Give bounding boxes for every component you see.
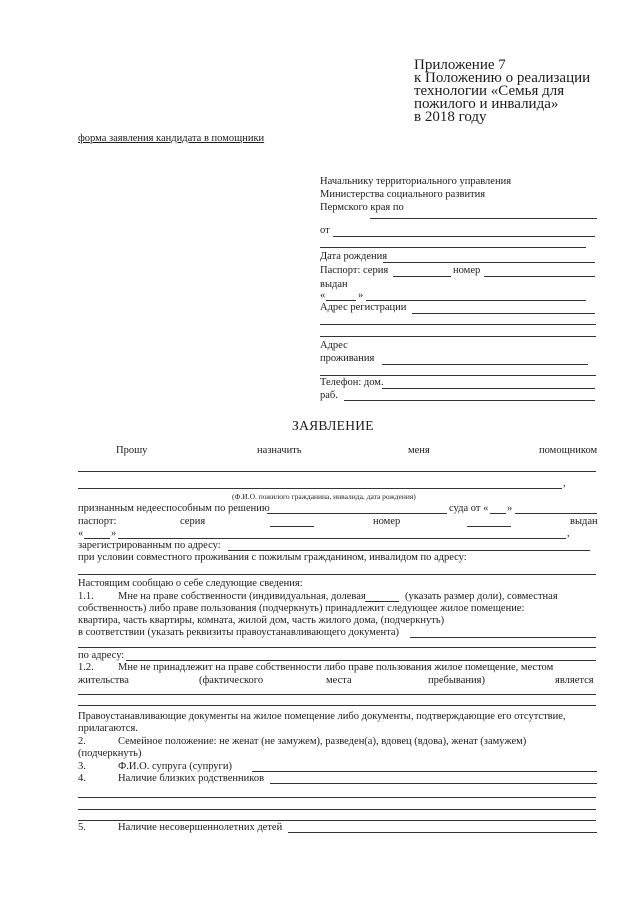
item-text: Наличие близких родственников <box>118 773 265 784</box>
item-text: (фактического <box>199 675 264 686</box>
relatives-field-4[interactable] <box>78 820 596 821</box>
phone-home-label: Телефон: дом. <box>320 377 384 388</box>
birth-date-label: Дата рождения <box>320 251 388 262</box>
cohabit-label: при условии совместного проживания с пожилым гражданином, инвалидом по адресу: <box>78 552 467 563</box>
item-text: (подчеркнуть) <box>78 748 142 759</box>
reg-address-field-2[interactable] <box>320 324 596 325</box>
children-field[interactable] <box>288 832 597 833</box>
passport-series-field[interactable] <box>393 276 451 277</box>
comma: , <box>567 528 570 539</box>
addressee-line: Пермского края по <box>320 202 404 213</box>
issued-day-field[interactable] <box>326 300 356 301</box>
docs-text: прилагаются. <box>78 723 138 734</box>
request-word: назначить <box>257 445 302 456</box>
item-text: Мне на праве собственности (индивидуальная, долевая <box>118 591 366 602</box>
series-label: серия <box>180 516 206 527</box>
relatives-field[interactable] <box>270 783 597 784</box>
item-number: 3. <box>78 761 86 772</box>
ward-name-field[interactable] <box>78 471 596 472</box>
quote-open: « <box>78 528 84 539</box>
residence-place-field-2[interactable] <box>78 705 596 706</box>
item-number: 1.1. <box>78 591 94 602</box>
quote-open: « <box>320 290 326 301</box>
info-intro: Настоящим сообщаю о себе следующие сведения: <box>78 578 303 589</box>
docs-text: Правоустанавливающие документы на жилое помещение либо документы, подтверждающие его отсутствие, <box>78 711 566 722</box>
item-number: 1.2. <box>78 662 94 673</box>
issued-by-field[interactable] <box>366 300 586 301</box>
relatives-field-3[interactable] <box>78 809 596 810</box>
passport-label: паспорт: <box>78 516 117 527</box>
residence-label: Адрес <box>320 340 348 351</box>
reg-address-field-3[interactable] <box>320 336 596 337</box>
ward-name-field-2[interactable] <box>78 488 562 489</box>
title-document-field[interactable] <box>410 637 596 638</box>
phone-work-label: раб. <box>320 390 338 401</box>
request-word: меня <box>408 445 430 456</box>
item-text: места <box>326 675 352 686</box>
appendix-ref-line: пожилого и инвалида» <box>414 96 559 112</box>
form-caption: форма заявления кандидата в помощники <box>78 133 265 144</box>
appendix-number: Приложение 7 <box>414 57 506 73</box>
item-text: пребывания) <box>428 675 485 686</box>
residence-field[interactable] <box>382 364 588 365</box>
quote-close: » <box>111 528 117 539</box>
appendix-ref-line: технологии «Семья для <box>414 83 565 99</box>
item-text: Мне не принадлежит на праве собственности либо праве пользования жилое помещение, местом <box>118 662 554 673</box>
item-text: Семейное положение: не женат (не замужем), разведен(а), вдовец (вдова), женат (замужем) <box>118 736 527 747</box>
appendix-year: в 2018 году <box>414 109 487 125</box>
court-day-field[interactable] <box>490 513 506 514</box>
appendix-ref-line: к Положению о реализации <box>414 70 591 86</box>
request-word: Прошу <box>116 445 148 456</box>
number-field[interactable] <box>467 526 511 527</box>
item-text: квартира, часть квартиры, комната, жилой дом, часть жилого дома, (подчеркнуть) <box>78 615 445 626</box>
passport-number-label: номер <box>453 265 481 276</box>
by-address-field[interactable] <box>126 660 596 661</box>
series-field[interactable] <box>270 526 314 527</box>
territory-field[interactable] <box>370 218 597 219</box>
cohabit-address-field[interactable] <box>78 574 596 575</box>
share-type-field[interactable] <box>365 601 399 602</box>
court-date-field[interactable] <box>515 513 597 514</box>
fio-caption: (Ф.И.О. пожилого гражданина, инвалида, дата рождения) <box>232 492 416 501</box>
phone-home-field[interactable] <box>382 388 595 389</box>
registered-label: зарегистрированным по адресу: <box>78 540 221 551</box>
issue-day-field[interactable] <box>84 538 110 539</box>
number-label: номер <box>373 516 401 527</box>
court-date-label: суда от « <box>449 503 489 514</box>
reg-address-field[interactable] <box>412 313 595 314</box>
from-label: от <box>320 225 330 236</box>
quote-close: » <box>358 290 364 301</box>
comma: , <box>563 478 566 489</box>
recognized-label: признанным недееспособным по решению <box>78 503 270 514</box>
spouse-name-field[interactable] <box>252 771 597 772</box>
residence-place-field[interactable] <box>78 694 596 695</box>
item-number: 4. <box>78 773 86 784</box>
passport-series-label: Паспорт: серия <box>320 265 389 276</box>
addressee-line: Начальнику территориального управления <box>320 176 512 187</box>
item-text: Ф.И.О. супруга (супруги) <box>118 761 232 772</box>
reg-address-label: Адрес регистрации <box>320 302 407 313</box>
issued-label: выдан <box>570 516 598 527</box>
issued-by-field[interactable] <box>118 538 566 539</box>
item-number: 5. <box>78 822 86 833</box>
document-title: ЗАЯВЛЕНИЕ <box>292 418 374 433</box>
title-document-field-2[interactable] <box>78 647 596 648</box>
addressee-line: Министерства социального развития <box>320 189 486 200</box>
item-number: 2. <box>78 736 86 747</box>
item-text: (указать размер доли), совместная <box>405 591 558 602</box>
item-text: Наличие несовершеннолетних детей <box>118 822 283 833</box>
from-name-field[interactable] <box>333 236 595 237</box>
request-word: помощником <box>539 445 598 456</box>
phone-work-field[interactable] <box>344 400 595 401</box>
item-text: собственность) либо праве пользования (подчеркнуть) принадлежит следующее жилое помещение: <box>78 603 525 614</box>
item-text: является <box>555 675 594 686</box>
item-text: в соответствии (указать реквизиты правоустанавливающего документа) <box>78 627 400 638</box>
registered-address-field[interactable] <box>228 550 590 551</box>
issued-label: выдан <box>320 279 348 290</box>
by-address-label: по адресу: <box>78 650 125 661</box>
court-name-field[interactable] <box>267 513 447 514</box>
from-name-field-2[interactable] <box>320 247 586 248</box>
residence-label-2: проживания <box>320 353 375 364</box>
residence-field-2[interactable] <box>320 375 596 376</box>
passport-number-field[interactable] <box>484 276 595 277</box>
item-text: жительства <box>78 675 129 686</box>
relatives-field-2[interactable] <box>78 797 596 798</box>
birth-date-field[interactable] <box>383 262 595 263</box>
quote-close: » <box>507 503 513 514</box>
